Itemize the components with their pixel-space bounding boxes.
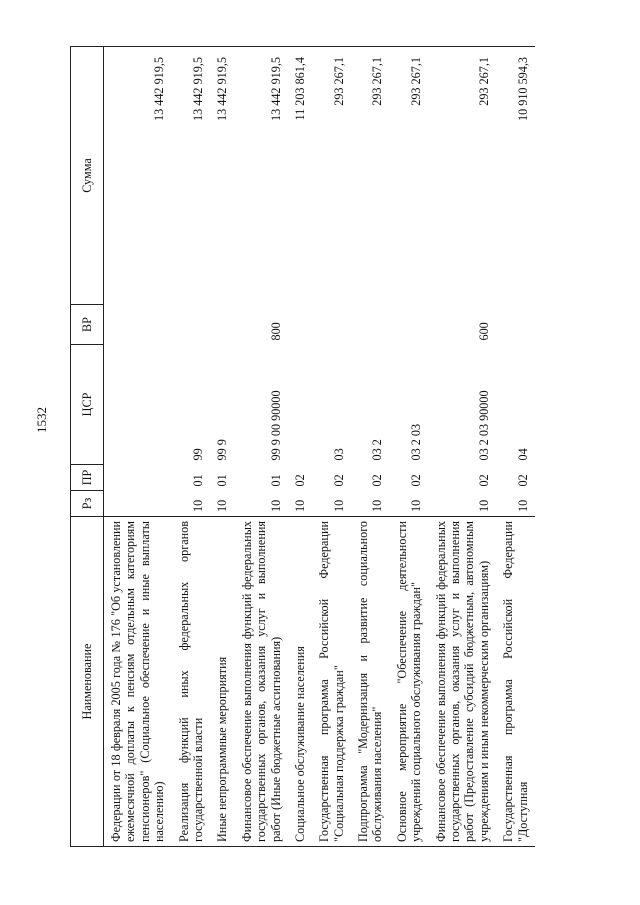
row-rz: 10 [331,499,346,512]
header-vr: ВР [71,305,104,345]
row-name: Основное мероприятие "Обеспечение деятельности учреждений социального обслуживания граждан" [390,517,429,847]
row-csr: 04 [515,448,530,461]
row-sum: 293 267,1 [312,47,351,305]
table-row [429,47,497,847]
row-vr [288,305,312,345]
row-sum: 293 267,1 [429,47,497,305]
row-rz: 10 [476,499,491,512]
header-sum: Сумма [71,47,104,305]
row-pr [104,465,172,491]
row-csr: 03 2 [370,439,385,461]
row-rz: 10 [292,499,307,512]
row-csr: 03 [331,448,346,461]
row-vr [390,305,429,345]
header-rz: Рз [71,491,104,517]
row-vr [104,305,172,345]
row-name: Подпрограмма "Модернизация и развитие социального обслуживания населения" [351,517,390,847]
row-pr: 02 [515,474,530,487]
row-name: Государственная программа Российской Федерации "Социальная поддержка граждан" [312,517,351,847]
table-header-row [71,47,104,847]
row-pr: 02 [331,474,346,487]
row-sum: 293 267,1 [390,47,429,305]
row-rz [104,491,172,517]
row-name: Социальное обслуживание населения [288,517,312,847]
row-rz: 10 [268,499,283,512]
row-csr: 03 2 03 90000 [476,390,491,461]
row-name: Иные непрограммные мероприятия [210,517,234,847]
row-rz: 10 [215,499,230,512]
row-csr: 99 9 00 90000 [268,390,283,461]
row-pr: 01 [215,474,230,487]
budget-table-sheet [70,47,630,847]
row-name: Государственная программа Российской Федерации "Доступная [496,517,535,847]
row-sum: 13 442 919,5 [235,47,288,305]
row-csr: 99 [190,448,205,461]
table-row [312,47,351,847]
row-name: Федерации от 18 февраля 2005 года № 176 "Об установлении ежемесячной доплаты к пенсиям отдельным категориям пенсионеров" (Социальное обеспечение и иные выплаты населению) [104,517,172,847]
table-row [235,47,288,847]
row-vr [496,305,535,345]
row-sum: 13 442 919,5 [210,47,234,305]
row-pr: 01 [190,474,205,487]
row-pr: 01 [268,474,283,487]
row-rz: 10 [370,499,385,512]
row-vr [312,305,351,345]
row-sum: 10 910 594,3 [496,47,535,305]
header-csr: ЦСР [71,345,104,465]
row-csr: 99 9 [215,439,230,461]
row-rz: 10 [515,499,530,512]
row-csr: 03 2 03 [409,423,424,461]
header-pr: ПР [71,465,104,491]
table-row [288,47,312,847]
row-csr [104,345,172,465]
row-name: Финансовое обеспечение выполнения функций федеральных государственных органов, оказания услуг и выполнения работ (Иные бюджетные ассигнования) [235,517,288,847]
row-vr [210,305,234,345]
header-name: Наименование [71,517,104,847]
row-pr: 02 [292,474,307,487]
row-vr: 800 [268,322,283,341]
row-sum: 293 267,1 [351,47,390,305]
row-pr: 02 [476,474,491,487]
page-number: 1532 [34,407,49,433]
row-sum: 13 442 919,5 [104,47,172,305]
row-vr: 600 [476,322,491,341]
row-pr: 02 [409,474,424,487]
row-sum: 11 203 861,4 [288,47,312,305]
row-pr: 02 [370,474,385,487]
table-row [210,47,234,847]
table-row [390,47,429,847]
table-row [496,47,535,847]
row-csr [288,345,312,465]
row-sum: 13 442 919,5 [172,47,211,305]
row-vr [172,305,211,345]
row-rz: 10 [190,499,205,512]
table-row [351,47,390,847]
row-name: Финансовое обеспечение выполнения функций федеральных государственных органов, оказания услуг и выполнения работ (Предоставление субсидий бюджетным, автономным учреждениям и иным некоммерческим организациям) [429,517,497,847]
row-vr [351,305,390,345]
table-row [172,47,211,847]
row-name: Реализация функций иных федеральных органов государственной власти [172,517,211,847]
budget-table [70,46,535,847]
row-rz: 10 [409,499,424,512]
table-row [104,47,172,847]
